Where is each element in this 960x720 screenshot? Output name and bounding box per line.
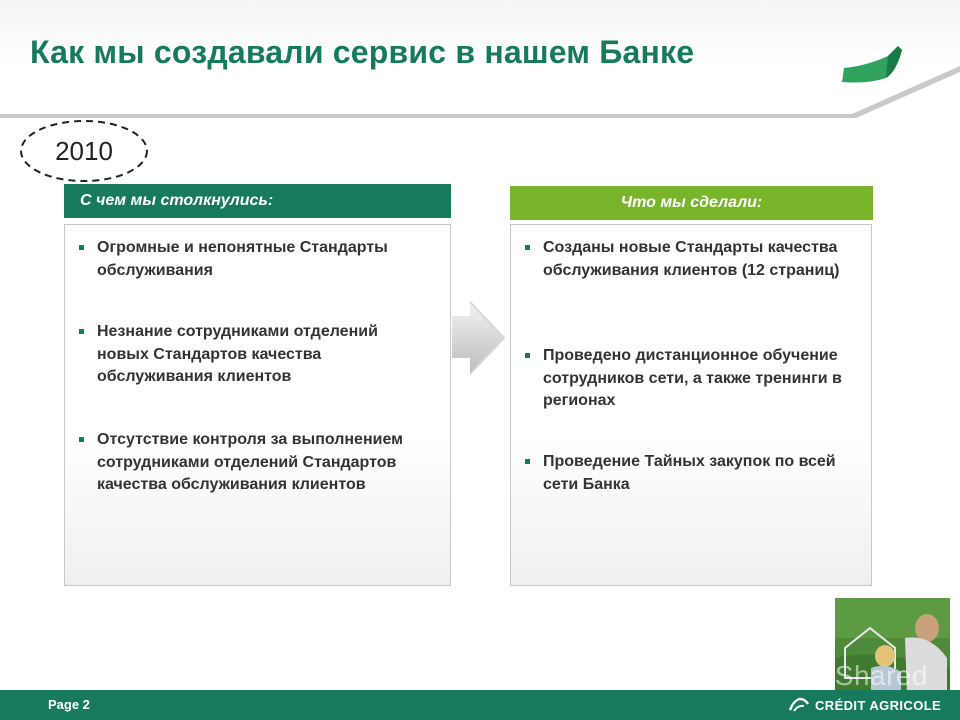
list-item-text: Огромные и непонятные Стандарты обслуживания xyxy=(97,239,388,279)
page-number: Page 2 xyxy=(48,697,90,712)
left-column-box xyxy=(64,224,451,586)
right-column-box xyxy=(510,224,872,586)
right-column-header: Что мы сделали: xyxy=(510,186,873,220)
list-item xyxy=(525,237,865,282)
brand-name: CRÉDIT AGRICOLE xyxy=(815,697,942,713)
list-item-text: Проведено дистанционное обучение сотрудников сети, а также тренинги в регионах xyxy=(543,347,842,409)
credit-agricole-logo-icon xyxy=(788,696,810,714)
list-item-text: Незнание сотрудниками отделений новых Стандартов качества обслуживания клиентов xyxy=(97,323,378,385)
left-column-header: С чем мы столкнулись: xyxy=(64,184,451,218)
bullet-square-icon xyxy=(525,353,530,358)
list-item xyxy=(79,321,419,389)
list-item-text: Созданы новые Стандарты качества обслуживания клиентов (12 страниц) xyxy=(543,239,840,279)
bullet-square-icon xyxy=(79,437,84,442)
arrow-right-icon xyxy=(452,300,510,376)
bullet-square-icon xyxy=(79,329,84,334)
year-label: 2010 xyxy=(55,135,113,166)
list-item-text: Проведение Тайных закупок по всей сети Банка xyxy=(543,453,836,493)
list-item xyxy=(79,237,419,282)
list-item xyxy=(525,345,865,413)
bullet-square-icon xyxy=(525,245,530,250)
logo-stroke-icon xyxy=(836,42,906,88)
page-title: Как мы создавали сервис в нашем Банке xyxy=(30,34,695,70)
list-item xyxy=(525,451,865,496)
list-item xyxy=(79,429,419,497)
list-item-text: Отсутствие контроля за выполнением сотрудниками отделений Стандартов качества обслуживания клиентов xyxy=(97,431,403,493)
brand-logo xyxy=(788,694,941,716)
slideshare-watermark: SlideShared xyxy=(770,660,929,691)
bullet-square-icon xyxy=(79,245,84,250)
bullet-square-icon xyxy=(525,459,530,464)
